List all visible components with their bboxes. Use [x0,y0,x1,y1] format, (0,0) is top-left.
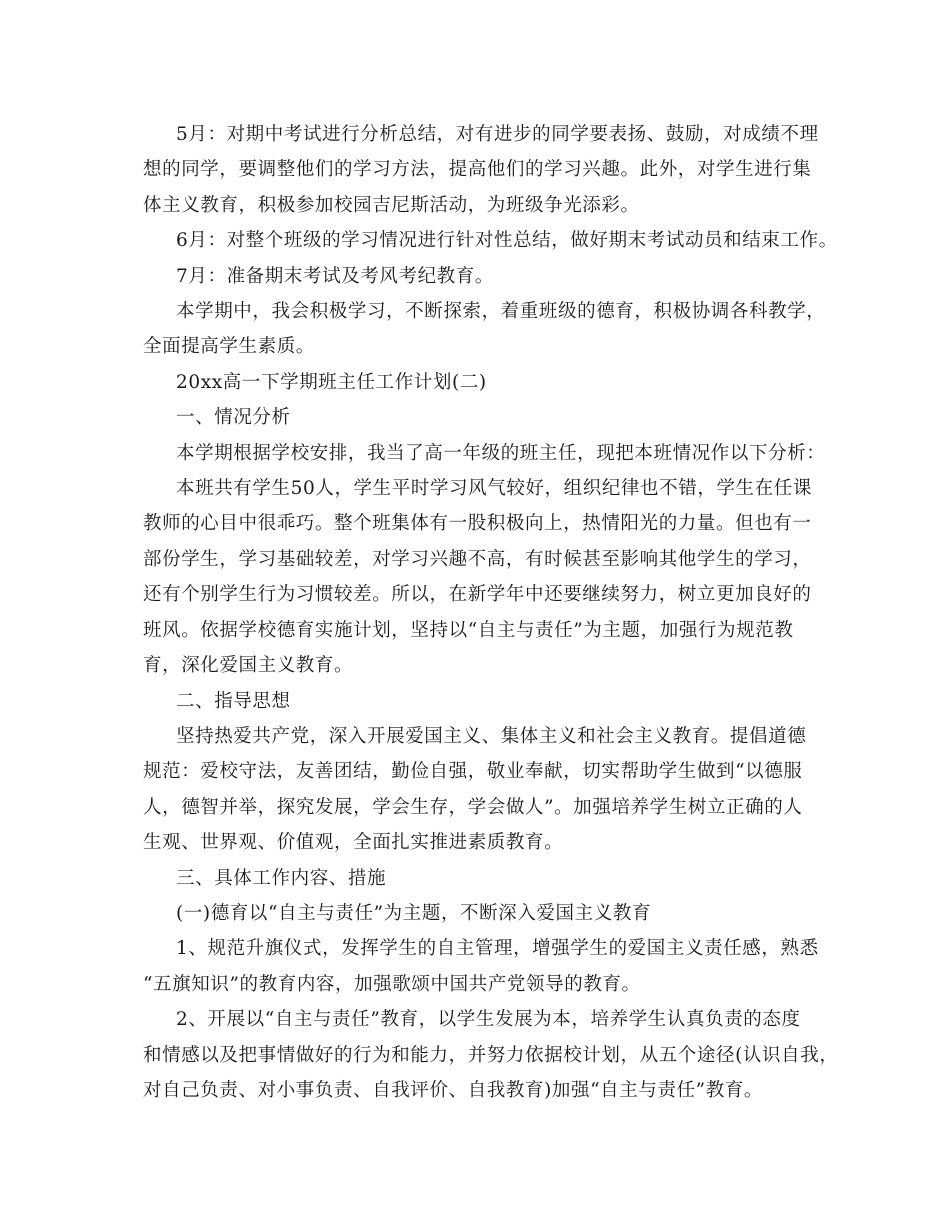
paragraph-line: 20xx高一下学期班主任工作计划(二) [176,371,487,393]
paragraph [143,896,815,931]
paragraph-line: “五旗知识”的教育内容，加强歌颂中国共产党领导的教育。 [143,973,641,995]
paragraph-line: 人，德智并举，探究发展，学会生存，学会做人”。加强培养学生树立正确的人 [143,796,803,818]
paragraph-line: 教师的心目中很乖巧。整个班集体有一股积极向上，热情阳光的力量。但也有一 [143,513,812,535]
paragraph-line: 想的同学，要调整他们的学习方法，提高他们的学习兴趣。此外，对学生进行集 [143,159,812,181]
paragraph-line: 本学期根据学校安排，我当了高一年级的班主任，现把本班情况作以下分析： [176,442,826,464]
paragraph-line: 二、指导思想 [176,690,291,712]
paragraph-line: 全面提高学生素质。 [143,336,315,358]
paragraph-line: 生观、世界观、价值观，全面扎实推进素质教育。 [143,832,564,854]
paragraph-line: 本班共有学生50人，学生平时学习风气较好，组织纪律也不错，学生在任课 [176,478,812,500]
paragraph-line: 班风。依据学校德育实施计划，坚持以“自主与责任”为主题，加强行为规范教 [143,619,794,641]
paragraph [143,259,815,294]
paragraph [143,365,815,400]
paragraph [143,1002,839,1108]
paragraph-line: 一、情况分析 [176,407,291,429]
paragraph-line: 体主义教育，积极参加校园吉尼斯活动，为班级争光添彩。 [143,194,640,216]
paragraph-line: 6月：对整个班级的学习情况进行针对性总结，做好期末考试动员和结束工作。 [176,230,838,252]
paragraph-line: 三、具体工作内容、措施 [176,867,387,889]
paragraph [143,223,838,258]
paragraph-line: 本学期中，我会积极学习，不断探索，着重班级的德育，积极协调各科教学， [176,301,826,323]
paragraph-line: 部份学生，学习基础较差，对学习兴趣不高，有时候甚至影响其他学生的学习， [143,548,812,570]
paragraph [143,436,826,471]
paragraph-line: (一)德育以“自主与责任”为主题，不断深入爱国主义教育 [176,902,652,924]
paragraph [143,400,815,435]
paragraph [143,471,815,683]
paragraph-line: 和情感以及把事情做好的行为和能力，并努力依据校计划，从五个途径(认识自我， [143,1044,839,1066]
paragraph-line: 坚持热爱共产党，深入开展爱国主义、集体主义和社会主义教育。提倡道德 [176,725,807,747]
paragraph-line: 2、开展以“自主与责任”教育，以学生发展为本，培养学生认真负责的态度 [176,1009,801,1031]
paragraph [143,931,819,1002]
paragraph-line: 5月：对期中考试进行分析总结，对有进步的同学要表扬、鼓励，对成绩不理 [176,124,819,145]
paragraph-line: 规范：爱校守法，友善团结，勤俭自强，敬业奉献，切实帮助学生做到“以德服 [143,761,803,783]
paragraph-line: 对自己负责、对小事负责、自我评价、自我教育)加强“自主与责任”教育。 [143,1079,764,1101]
paragraph-line: 1、规范升旗仪式，发挥学生的自主管理，增强学生的爱国主义责任感，熟悉 [176,938,819,960]
paragraph [143,684,815,719]
paragraph-line: 育，深化爱国主义教育。 [143,655,354,677]
paragraph-line: 7月：准备期末考试及考风考纪教育。 [176,265,494,287]
paragraph [143,294,826,365]
paragraph [143,719,815,861]
paragraph-line: 还有个别学生行为习惯较差。所以，在新学年中还要继续努力，树立更加良好的 [143,584,812,606]
paragraph [143,117,819,223]
paragraph [143,861,815,896]
document-body [143,117,839,1108]
